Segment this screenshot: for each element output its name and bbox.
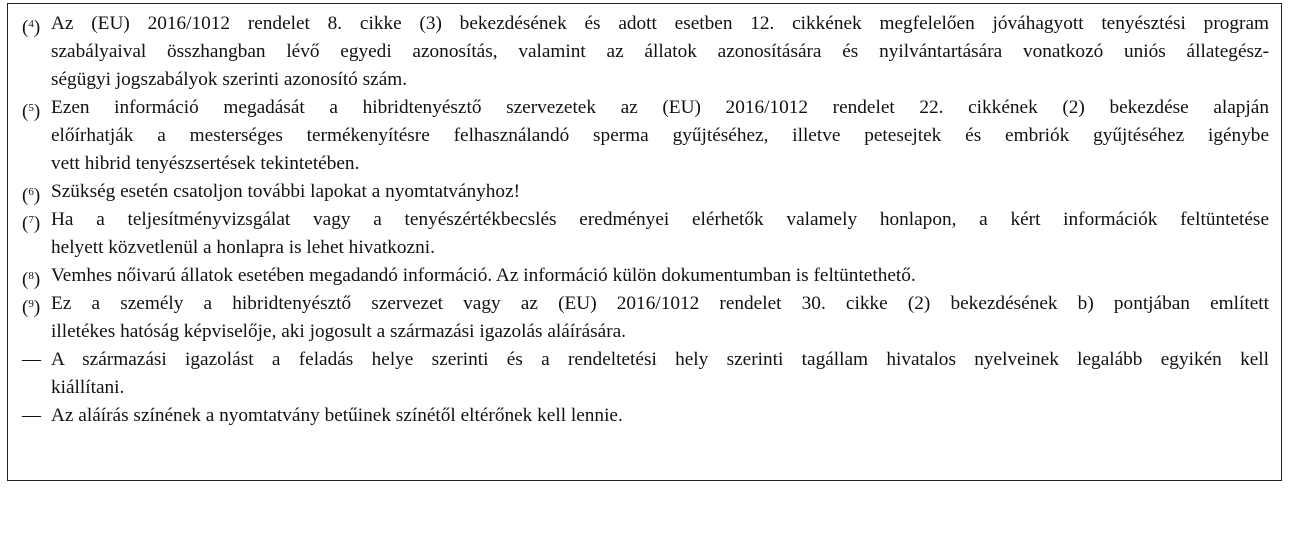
footnote-8 — [8, 262, 1281, 290]
footnote-9 — [8, 290, 1281, 346]
text-line: ségügyi jogszabályok szerinti azonosító szám. — [51, 69, 408, 90]
footnote-4 — [8, 10, 1281, 94]
text-line: helyett közvetlenül a honlapra is lehet hivatkozni. — [51, 237, 435, 258]
dash-item — [8, 346, 1281, 402]
text-line: illetékes hatóság képviselője, aki jogosult a származási igazolás aláírására. — [51, 321, 627, 342]
text-line: Szükség esetén csatoljon további lapokat a nyomtatványhoz! — [51, 181, 521, 202]
footnote-marker: ($^9$) — [22, 297, 41, 318]
footnote-number: 5 — [28, 102, 34, 114]
footnote-5 — [8, 94, 1281, 178]
text-line: szabályaival összhangban lévő egyedi azonosítás, valamint az állatok azonosítására és nyilvántartására vonatkozó uniós állategész- — [51, 41, 1269, 62]
footnote-marker: ($^4$) — [22, 17, 41, 38]
text-line: kiállítani. — [51, 377, 125, 398]
footnote-number: 7 — [28, 214, 34, 226]
footnote-number: 8 — [28, 270, 34, 282]
text-line: Ezen információ megadását a hibridtenyésztő szervezetek az (EU) 2016/1012 rendelet 22. cikkének (2) bekezdése alapján — [51, 97, 1269, 118]
footnote-marker: ($^6$) — [22, 185, 41, 206]
text-line: Ez a személy a hibridtenyésztő szervezet vagy az (EU) 2016/1012 rendelet 30. cikke (2) bekezdésének b) pontjában említett — [51, 293, 1269, 314]
dash-marker: — — [22, 405, 41, 426]
text-line: Az aláírás színének a nyomtatvány betűinek színétől eltérőnek kell lennie. — [51, 405, 623, 426]
footnote-7 — [8, 206, 1281, 262]
footnotes-list — [8, 10, 1281, 430]
footnote-marker: ($^5$) — [22, 101, 41, 122]
text-line: Vemhes nőivarú állatok esetében megadandó információ. Az információ külön dokumentumban is feltüntethető. — [51, 265, 916, 286]
footnote-marker: ($^7$) — [22, 213, 41, 234]
footnote-number: 9 — [28, 298, 34, 310]
footnote-number: 6 — [28, 186, 34, 198]
dash-item — [8, 402, 1281, 430]
text-line: Ha a teljesítményvizsgálat vagy a tenyészértékbecslés eredményei elérhetők valamely honlapon, a kért információk feltüntetése — [51, 209, 1269, 230]
text-line: vett hibrid tenyészsertések tekintetében. — [51, 153, 360, 174]
text-line: Az (EU) 2016/1012 rendelet 8. cikke (3) bekezdésének és adott esetben 12. cikkének megfelelően jóváhagyott tenyésztési program — [51, 13, 1269, 34]
footnote-marker: ($^8$) — [22, 269, 41, 290]
footnote-number: 4 — [28, 18, 34, 30]
footnotes-box — [7, 3, 1282, 481]
footnote-6 — [8, 178, 1281, 206]
dash-marker: — — [22, 349, 41, 370]
text-line: A származási igazolást a feladás helye szerinti és a rendeltetési hely szerinti tagállam hivatalos nyelveinek legalább egyikén kell — [51, 349, 1269, 370]
text-line: előírhatják a mesterséges termékenyítésre felhasználandó sperma gyűjtéséhez, illetve petesejtek és embriók gyűjtéséhez igénybe — [51, 125, 1269, 146]
